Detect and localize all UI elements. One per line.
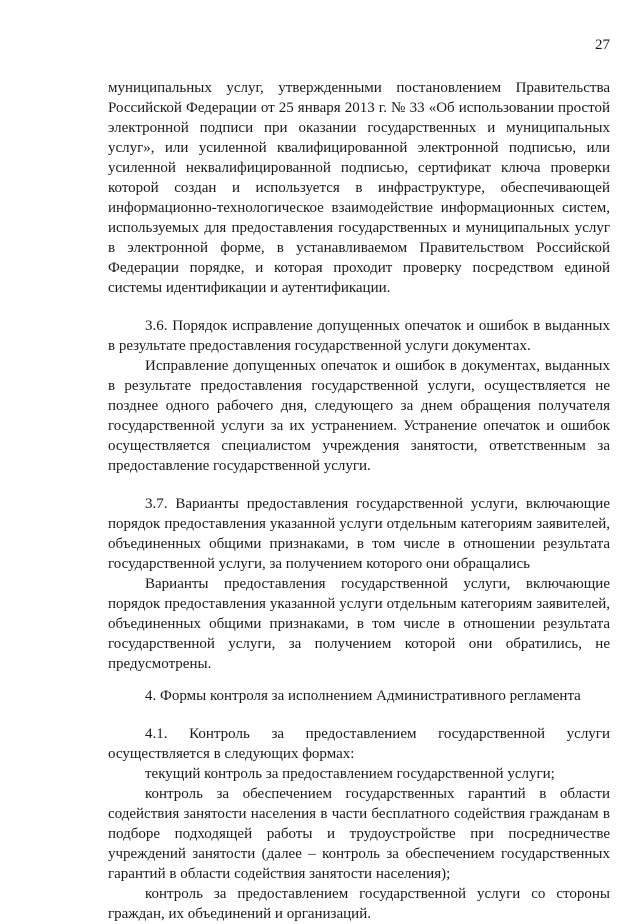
- section-heading-4-1: 4.1. Контроль за предоставлением государственной услуги осуществляется в следующих формах:: [108, 726, 610, 762]
- paragraph-3-7: Варианты предоставления государственной услуги, включающие порядок предоставления указанной услуги отдельным категориям заявителей, объединенных общими признаками, в том числе в отношении результата государственной услуги, за получением которой они обратились, не предусмотрены.: [108, 576, 610, 672]
- spacer: [108, 674, 610, 686]
- document-body: [108, 78, 610, 924]
- spacer: [108, 476, 610, 494]
- list-item: текущий контроль за предоставлением государственной услуги;: [145, 766, 555, 782]
- page-number: 27: [595, 37, 610, 53]
- list-item: контроль за предоставлением государственной услуги со стороны граждан, их объединений и организаций.: [108, 886, 610, 922]
- paragraph-3-6: Исправление допущенных опечаток и ошибок в документах, выданных в результате предоставления государственной услуги, осуществляется не позднее одного рабочего дня, следующего за днем обращения получателя государственной услуги за их устранением. Устранение опечаток и ошибок осуществляется специалистом учреждения занятости, ответственным за предоставление государственной услуги.: [108, 358, 610, 474]
- section-heading-3-6: 3.6. Порядок исправление допущенных опечаток и ошибок в выданных в результате предоставления государственной услуги документах.: [108, 318, 610, 354]
- spacer: [108, 706, 610, 724]
- paragraph-continuation: муниципальных услуг, утвержденными постановлением Правительства Российской Федерации от 25 января 2013 г. № 33 «Об использовании простой электронной подписи при оказании государственных и муниципальных услуг», или усиленной квалифицированной электронной подписью, или усиленной неквалифицированной подписью, сертификат ключа проверки которой создан и используется в инфраструктуре, обеспечивающей информационно-технологическое взаимодействие информационных систем, используемых для предоставления государственных и муниципальных услуг в электронной форме, в устанавливаемом Правительством Российской Федерации порядке, и которая проходит проверку посредством единой системы идентификации и аутентификации.: [108, 80, 610, 296]
- section-heading-3-7: 3.7. Варианты предоставления государственной услуги, включающие порядок предоставления указанной услуги отдельным категориям заявителей, объединенных общими признаками, в том числе в отношении результата государственной услуги, за получением которого они обращались: [108, 496, 610, 572]
- section-heading-4: 4. Формы контроля за исполнением Административного регламента: [145, 688, 581, 704]
- list-item: контроль за обеспечением государственных гарантий в области содействия занятости населения в части бесплатного содействия гражданам в подборе подходящей работы и трудоустройстве при посредничестве учреждений занятости (далее – контроль за обеспечением государственных гарантий в области содействия занятости населения);: [108, 786, 610, 882]
- spacer: [108, 298, 610, 316]
